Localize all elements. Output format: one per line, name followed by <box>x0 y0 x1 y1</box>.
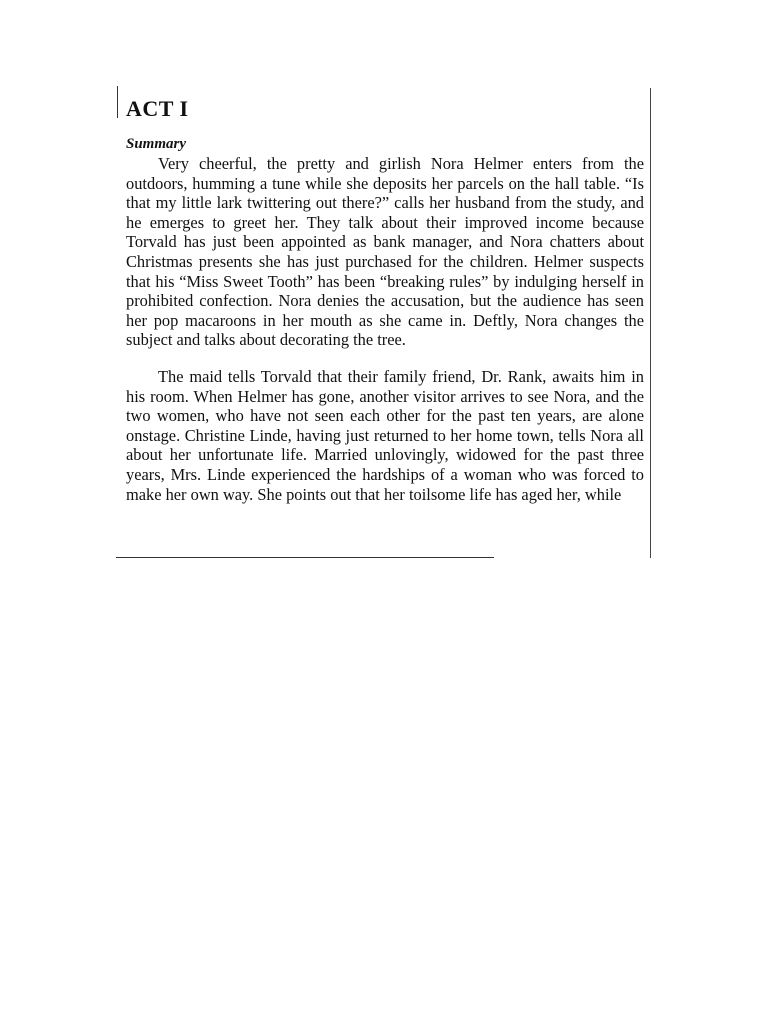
act-title: ACT I <box>126 96 189 121</box>
paragraph-2: The maid tells Torvald that their family friend, Dr. Rank, awaits him in his room. When Helmer has gone, another visitor arrives to see Nora, and the two women, who have not seen each other for the past ten years, are alone onstage. Christine Linde, having just returned to her home town, tells Nora all about her unfortunate life. Married unlovingly, widowed for the past three years, Mrs. Linde experienced the hardships of a woman who was forced to make her own way. She points out that her toilsome life has aged her, while <box>126 366 644 504</box>
paragraph-1: Very cheerful, the pretty and girlish Nora Helmer enters from the outdoors, humming a tune while she deposits her parcels on the hall table. “Is that my little lark twittering out there?” calls her husband from the study, and he emerges to greet her. They talk about their improved income because Torvald has just been appointed as bank manager, and Nora chatters about Christmas presents she has just purchased for the children. Helmer suspects that his “Miss Sweet Tooth” has been “breaking rules” by indulging herself in prohibited confection. Nora denies the accusation, but the audience has seen her pop macaroons in her mouth as she came in. Deftly, Nora changes the subject and talks about decorating the tree. <box>126 154 644 350</box>
section-heading: Summary <box>126 136 187 152</box>
right-margin-rule <box>650 88 651 558</box>
left-margin-rule <box>117 86 118 118</box>
page-text-block <box>126 94 644 504</box>
bottom-margin-rule <box>116 557 494 558</box>
